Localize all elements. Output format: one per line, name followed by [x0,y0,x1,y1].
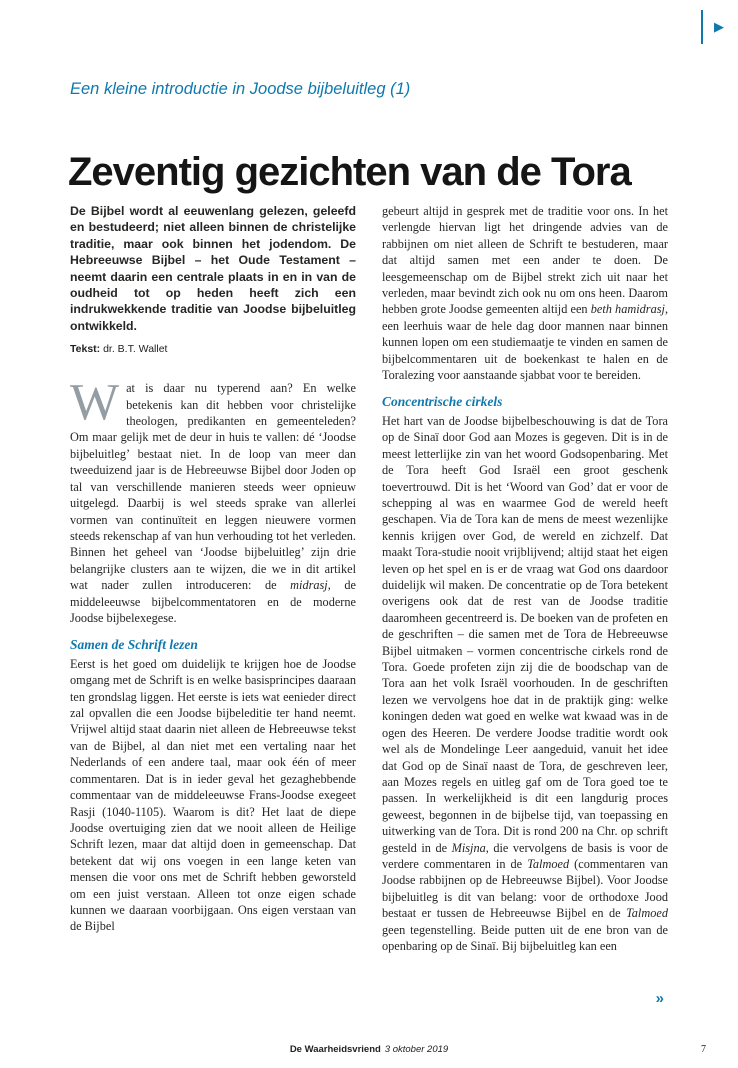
footer-center [0,1044,738,1055]
nav-divider [701,10,703,44]
dropcap: W [70,374,120,432]
page-number: 7 [701,1044,706,1055]
article-kicker: Een kleine introductie in Joodse bijbeluitleg (1) [70,80,411,98]
byline-label: Tekst: [70,343,101,356]
opening-text: at is daar nu typerend aan? En welke betekenis kan dit hebben voor christelijke theologen, predikanten en gemeenteleden? Om maar gelijk met de deur in huis te vallen: dé ‘Joodse bijbeluitleg’ bestaat niet. In de loop van meer dan tweeduizend jaar is de Hebreeuwse Bijbel door Joden op tal van verschillende manieren steeds weer opnieuw uitgelegd. Daarbij is wel steeds sprake van allerlei vormen van continuïteit en leggen nieuwere vormen steeds rekenschap af van hun verhouding tot het verleden. Binnen het geheel van ‘Joodse bijbeluitleg’ zijn drie belangrijke clusters aan te wijzen, die we in dit artikel wat nader zullen introduceren: de midrasj, de middeleeuwse bijbelcommentatoren en de moderne Joodse bijbelexegese. [70,381,356,625]
section-body-samen-de-schrift-lezen: Eerst is het goed om duidelijk te krijgen hoe de Joodse omgang met de Schrift is en welke basisprincipes daaraan ten grondslag liggen. Het eerste is iets wat eenieder direct zal opvallen die een Joodse bijbeleditie ter hand neemt. Vrijwel altijd staat daarin niet alleen de Hebreeuwse tekst van de Bijbel, al dan niet met een vertaling naar het Nederlands of een andere taal, maar ook één of meer commentaren. Dat is in ieder geval het gezaghebbende commentaar van de middeleeuwse Frans-Joodse exegeet Rasji (1040-1105). Waarom is dit? Het laat de diepe Joodse overtuiging zien dat we nooit alleen de Heilige Schrift lezen, maar dat altijd doen in gemeenschap. Dat betekent dat wij ons voegen in een lange keten van mensen die voor ons met de Schrift hebben geworsteld om een juist verstaan. Alleen tot onze eigen schade kunnen we daaraan voorbijgaan. Ons eigen verstaan van de Bijbel [70,656,356,934]
byline [70,343,356,355]
page-footer [0,1044,738,1055]
byline-author: dr. B.T. Wallet [103,343,168,356]
continuation-paragraph: gebeurt altijd in gesprek met de traditie voor ons. In het verlengde hiervan ligt het dringende advies van de rabbijnen om niet alleen de Schrift te bestuderen, maar dat altijd samen met een ander te doen. De leesgemeenschap om de Bijbel strekt zich uit naar het verleden, maar bevindt zich ook nu om ons heen. Daarom hebben grote Joodse gemeenten altijd een beth hamidrasj, een leerhuis waar de hele dag door mannen naar binnen kunnen lopen om een studiemaatje te vinden en samen de bijbelcommentaren uit de boekenkast te halen en de Toralezing voor aanstaande sjabbat voor te bereiden. [382,204,669,383]
section-heading-samen-de-schrift-lezen: Samen de Schrift lezen [70,637,198,653]
column-left [70,203,356,954]
footer-magazine-name: De Waarheidsvriend [289,1044,381,1055]
section-body-concentrische-cirkels: Het hart van de Joodse bijbelbeschouwing is dat de Tora op de Sinaï door God aan Mozes is gegeven. Dit is in de meest letterlijke zin van het woord Godsopenbaring. Met de Tora heeft God Israël een groot geschenk toevertrouwd. Dit is het ‘Woord van God’ dat er voor de schepping al was en waarmee God de wereld heeft geschapen. Via de Tora kan de mens de meest wezenlijke kennis krijgen over God, de wereld en zichzelf. Dat maakt Tora-studie nooit vrijblijvend; altijd staat het eigen leven op het spel en is er de vraag wat God ons daardoor duidelijk wil maken. De concentratie op de Tora betekent overigens ook dat de rest van de Joodse traditie daaromheen gecentreerd is. De boeken van de profeten en de geschriften – die samen met de Tora de Hebreeuwse Bijbel uitmaken – vormen concentrische cirkels rond de Tora. Goede profeten zijn zij die de boodschap van de Tora aan het volk Israël voorhouden. In de geschriften lezen we vervolgens hoe dat in de praktijk ging: welke koningen deden wat goed en welke wat kwaad was in de ogen des Heeren. De verdere Joodse traditie wordt ook wel als de Mondelinge Leer aangeduid, vanuit het idee dat God op de Sinaï naast de Tora, de geschreven leer, aan Mozes regels en uitleg gaf om de Tora goed toe te passen. In werkelijkheid is dit een langdurig proces geweest, begonnen in de bijbelse tijd, van toepassing en uitwerking van de Tora. Dit is rond 200 na Chr. op schrift gesteld in de Misjna, die vervolgens de basis is voor de verdere commentaren in de Talmoed (commentaren van Joodse rabbijnen op de Hebreeuwse Bijbel). Voor Joodse bijbeluitleg is dit van belang: voor de orthodoxe Jood bestaat er tussen de Hebreeuwse Bijbel en de Talmoed geen tegenstelling. Beide putten uit de ene bron van de openbaring op de Sinaï. Bij bijbeluitleg kan een [382,413,668,953]
section-heading-concentrische-cirkels: Concentrische cirkels [382,394,503,410]
article-intro: De Bijbel wordt al eeuwenlang gelezen, geleefd en bestudeerd; niet alleen binnen de christelijke traditie, maar ook binnen het jodendom. De Hebreeuwse Bijbel – het Oude Testament – neemt daarin een centrale plaats in en in van de oudheid tot op heden heeft zich een indrukwekkende traditie van Joodse bijbeluitleg ontwikkeld. [70,204,356,333]
footer-date: 3 oktober 2019 [384,1044,449,1055]
column-right [382,203,668,954]
article-title: Zeventig gezichten van de Tora [68,149,631,194]
continuation-mark: » [655,990,664,1007]
article-columns [70,203,668,954]
next-page-arrow-icon: ▶ [714,19,724,35]
opening-paragraph [70,374,356,626]
next-page-button[interactable] [701,10,724,44]
